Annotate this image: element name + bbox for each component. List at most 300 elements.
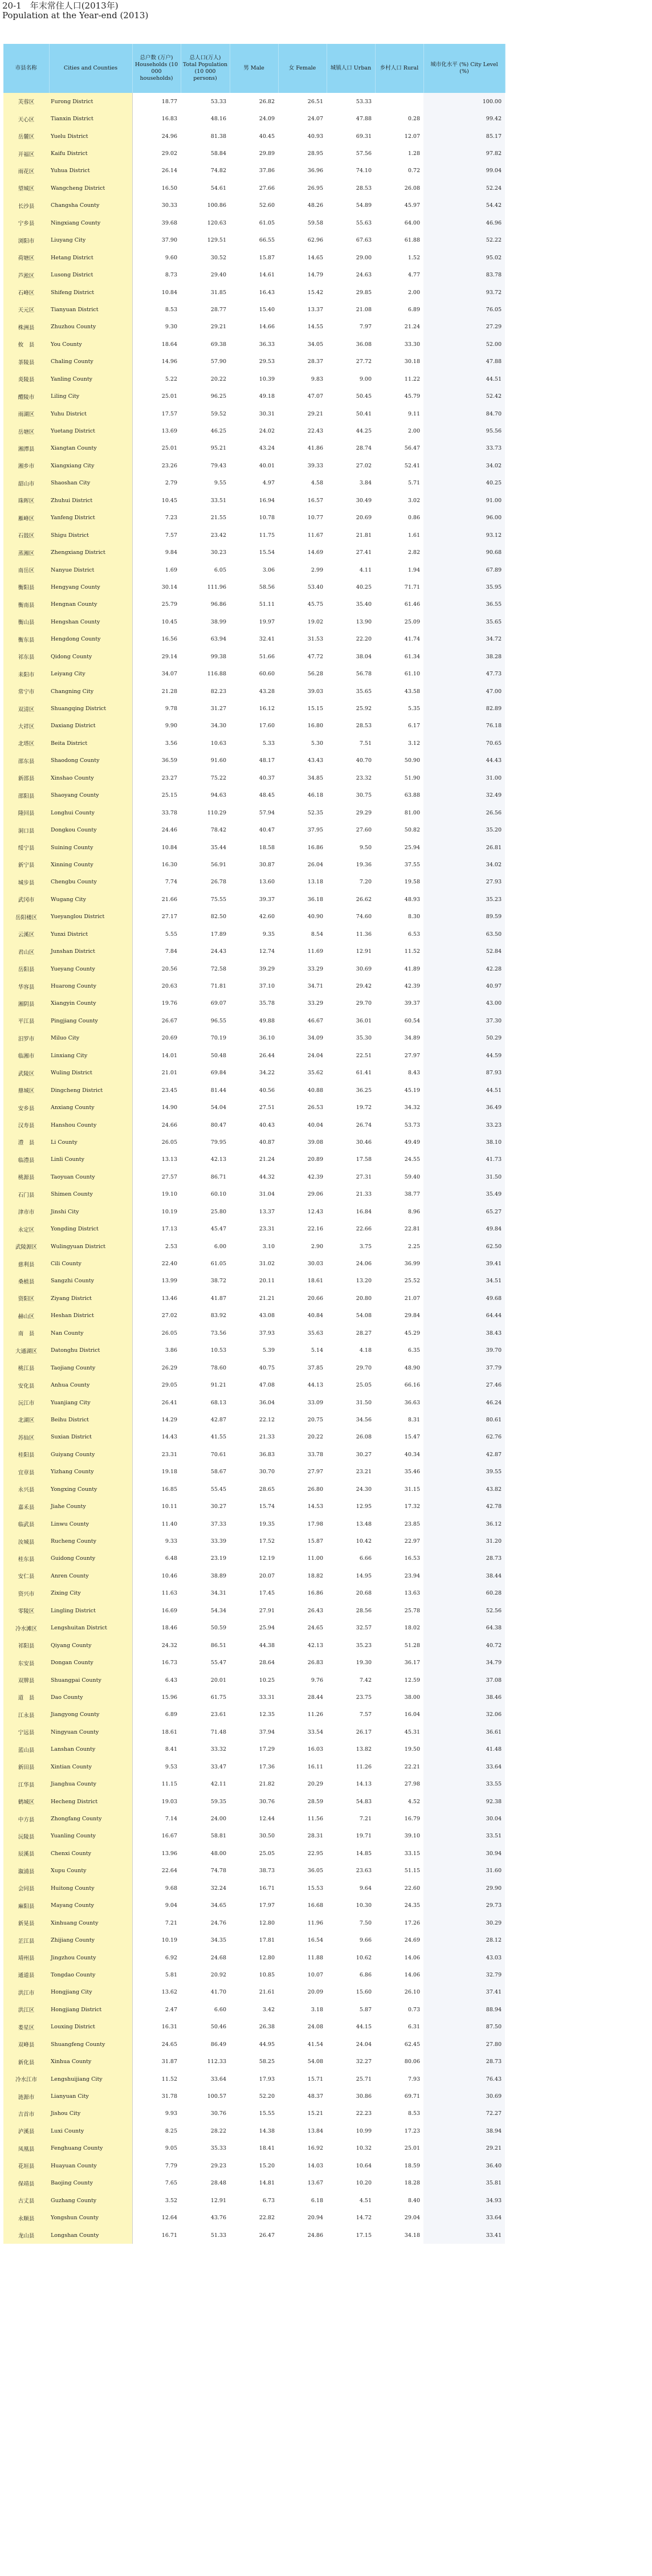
county-name-zh: 桃源县 — [3, 1168, 49, 1185]
total-cell: 23.42 — [210, 532, 226, 539]
county-name-zh: 隆回县 — [3, 804, 49, 821]
female-cell: 4.58 — [311, 480, 323, 487]
county-name-zh: 邵阳县 — [3, 787, 49, 804]
county-name-zh: 荷塘区 — [3, 249, 49, 266]
county-name-en: Xiangtan County — [49, 440, 132, 457]
households-cell: 18.61 — [161, 1729, 177, 1735]
county-name-zh: 醴陵市 — [3, 388, 49, 405]
male-cell: 21.82 — [259, 1781, 275, 1788]
county-name-en: Yuelu District — [49, 128, 132, 145]
female-cell: 40.93 — [307, 133, 323, 140]
households-cell: 25.01 — [161, 393, 177, 400]
total-cell: 96.55 — [210, 1017, 226, 1024]
total-cell: 24.43 — [210, 948, 226, 955]
female-cell: 33.29 — [307, 965, 323, 972]
total-cell: 116.88 — [207, 671, 226, 678]
total-cell: 79.43 — [210, 462, 226, 469]
urban-cell: 35.30 — [356, 1035, 372, 1042]
county-name-zh: 沅江市 — [3, 1394, 49, 1411]
county-name-zh: 长沙县 — [3, 197, 49, 214]
rural-cell: 23.94 — [404, 1572, 420, 1579]
male-cell: 58.56 — [259, 584, 275, 590]
households-cell: 3.86 — [165, 1347, 177, 1354]
households-cell: 16.71 — [161, 2232, 177, 2239]
female-cell: 2.90 — [311, 1243, 323, 1250]
households-cell: 16.83 — [161, 116, 177, 123]
households-cell: 21.66 — [161, 896, 177, 903]
rural-cell: 12.59 — [404, 1677, 420, 1684]
urban-cell: 44.25 — [356, 428, 372, 435]
rural-cell: 22.21 — [404, 1763, 420, 1770]
table-row — [3, 683, 505, 700]
total-cell: 75.22 — [210, 775, 226, 781]
households-cell: 13.99 — [161, 1278, 177, 1285]
urbanization-cell: 29.73 — [423, 1897, 505, 1914]
urban-cell: 22.23 — [356, 2110, 372, 2117]
urbanization-cell: 38.10 — [423, 1134, 505, 1151]
male-cell: 43.28 — [259, 688, 275, 695]
county-name-en: Changning City — [49, 683, 132, 700]
total-cell: 33.64 — [210, 2076, 226, 2082]
male-cell: 14.81 — [259, 2180, 275, 2187]
col-county-en: Cities and Counties — [49, 44, 132, 93]
county-name-zh: 东安县 — [3, 1654, 49, 1671]
county-name-zh: 邵东县 — [3, 752, 49, 769]
households-cell: 2.79 — [165, 480, 177, 487]
total-cell: 83.92 — [210, 1313, 226, 1319]
urbanization-cell: 34.79 — [423, 1654, 505, 1671]
urban-cell: 11.36 — [356, 931, 372, 938]
female-cell: 36.18 — [307, 896, 323, 903]
households-cell: 19.76 — [161, 1000, 177, 1007]
female-cell: 46.67 — [307, 1017, 323, 1024]
county-name-zh: 新邵县 — [3, 769, 49, 786]
total-cell: 35.33 — [210, 2145, 226, 2152]
urban-cell: 4.51 — [359, 2197, 372, 2204]
female-cell: 14.53 — [307, 1503, 323, 1510]
total-cell: 69.84 — [210, 1070, 226, 1077]
county-name-zh: 茶陵县 — [3, 353, 49, 370]
table-row — [3, 1810, 505, 1827]
rural-cell: 14.06 — [404, 1954, 420, 1961]
households-cell: 13.13 — [161, 1156, 177, 1163]
total-cell: 58.67 — [210, 1469, 226, 1476]
total-cell: 54.61 — [210, 185, 226, 191]
female-cell: 33.54 — [307, 1729, 323, 1735]
households-cell: 10.46 — [161, 1572, 177, 1579]
male-cell: 49.18 — [259, 393, 275, 400]
households-cell: 10.19 — [161, 1208, 177, 1215]
male-cell: 13.37 — [259, 1208, 275, 1215]
urban-cell: 40.25 — [356, 584, 372, 590]
male-cell: 3.10 — [262, 1243, 275, 1250]
male-cell: 24.09 — [259, 116, 275, 123]
male-cell: 14.61 — [259, 272, 275, 279]
total-cell: 94.63 — [210, 792, 226, 799]
rural-cell: 62.45 — [404, 2041, 420, 2048]
male-cell: 31.02 — [259, 1261, 275, 1267]
county-name-en: Jingzhou County — [49, 1949, 132, 1966]
households-cell: 12.64 — [161, 2215, 177, 2222]
urban-cell: 36.08 — [356, 341, 372, 348]
male-cell: 30.76 — [259, 1798, 275, 1805]
total-cell: 69.38 — [210, 341, 226, 348]
county-name-en: Jiahe County — [49, 1498, 132, 1515]
county-name-zh: 武陵源区 — [3, 1238, 49, 1255]
table-row — [3, 752, 505, 769]
county-name-zh: 攸 县 — [3, 336, 49, 353]
rural-cell: 3.02 — [408, 497, 420, 504]
households-cell: 9.60 — [165, 254, 177, 261]
female-cell: 43.43 — [307, 757, 323, 764]
rural-cell: 18.02 — [404, 1625, 420, 1632]
county-name-zh: 南岳区 — [3, 561, 49, 578]
urban-cell: 23.32 — [356, 775, 372, 781]
county-name-en: Wulingyuan District — [49, 1238, 132, 1255]
total-cell: 70.19 — [210, 1035, 226, 1042]
total-cell: 100.86 — [207, 202, 226, 209]
urban-cell: 55.63 — [356, 219, 372, 226]
male-cell: 61.05 — [259, 219, 275, 226]
total-cell: 69.07 — [210, 1000, 226, 1007]
urban-cell: 40.70 — [356, 757, 372, 764]
urban-cell: 30.69 — [356, 965, 372, 972]
households-cell: 16.85 — [161, 1486, 177, 1493]
female-cell: 20.22 — [307, 1434, 323, 1441]
rural-cell: 34.89 — [404, 1035, 420, 1042]
county-name-en: Guiyang County — [49, 1446, 132, 1463]
rural-cell: 33.30 — [404, 341, 420, 348]
female-cell: 13.67 — [307, 2180, 323, 2187]
table-row — [3, 1481, 505, 1498]
urbanization-cell: 49.84 — [423, 1220, 505, 1237]
rural-cell: 12.07 — [404, 133, 420, 140]
county-name-en: Xinning County — [49, 856, 132, 873]
county-name-zh: 天心区 — [3, 110, 49, 127]
table-row — [3, 440, 505, 457]
households-cell: 9.30 — [165, 324, 177, 331]
male-cell: 35.78 — [259, 1000, 275, 1007]
households-cell: 7.79 — [165, 2162, 177, 2169]
total-cell: 30.27 — [210, 1503, 226, 1510]
urbanization-cell: 36.61 — [423, 1723, 505, 1741]
urbanization-cell: 52.22 — [423, 232, 505, 249]
households-cell: 11.63 — [161, 1590, 177, 1597]
table-row — [3, 1030, 505, 1047]
households-cell: 3.56 — [165, 740, 177, 747]
urbanization-cell: 87.50 — [423, 2019, 505, 2036]
total-cell: 112.33 — [207, 2059, 226, 2065]
rural-cell: 59.40 — [404, 1173, 420, 1180]
rural-cell: 51.28 — [404, 1642, 420, 1649]
urban-cell: 9.66 — [359, 1937, 372, 1944]
county-name-zh: 衡东县 — [3, 631, 49, 648]
female-cell: 16.11 — [307, 1763, 323, 1770]
male-cell: 21.21 — [259, 1295, 275, 1302]
table-row — [3, 1099, 505, 1116]
urban-cell: 47.88 — [356, 116, 372, 123]
county-name-zh: 江华县 — [3, 1775, 49, 1792]
total-cell: 50.59 — [210, 1625, 226, 1632]
rural-cell: 5.35 — [408, 706, 420, 712]
county-name-en: Ningyuan County — [49, 1723, 132, 1741]
county-name-en: Datonghu District — [49, 1342, 132, 1359]
urbanization-cell: 35.81 — [423, 2175, 505, 2192]
county-name-zh: 衡南县 — [3, 596, 49, 613]
total-cell: 31.27 — [210, 706, 226, 712]
county-name-en: Lengshuijiang City — [49, 2070, 132, 2088]
rural-cell: 18.59 — [404, 2162, 420, 2169]
table-row — [3, 527, 505, 544]
female-cell: 10.77 — [307, 515, 323, 521]
county-name-en: Xupu County — [49, 1862, 132, 1880]
county-name-zh: 靖州县 — [3, 1949, 49, 1966]
female-cell: 15.87 — [307, 1538, 323, 1545]
households-cell: 21.28 — [161, 688, 177, 695]
female-cell: 27.97 — [307, 1469, 323, 1476]
urban-cell: 29.85 — [356, 289, 372, 296]
urban-cell: 19.71 — [356, 1833, 372, 1840]
county-name-en: Baojing County — [49, 2175, 132, 2192]
total-cell: 60.10 — [210, 1191, 226, 1198]
urbanization-cell: 91.00 — [423, 492, 505, 509]
households-cell: 26.14 — [161, 168, 177, 174]
total-cell: 29.40 — [210, 272, 226, 279]
female-cell: 26.04 — [307, 861, 323, 868]
total-cell: 24.68 — [210, 1954, 226, 1961]
households-cell: 26.05 — [161, 1139, 177, 1146]
urban-cell: 7.57 — [359, 1711, 372, 1718]
urbanization-cell: 29.21 — [423, 2140, 505, 2157]
female-cell: 35.62 — [307, 1070, 323, 1077]
county-name-zh: 宜章县 — [3, 1464, 49, 1481]
total-cell: 35.44 — [210, 844, 226, 851]
county-name-en: Dongkou County — [49, 821, 132, 838]
county-name-en: Hongjiang City — [49, 1984, 132, 2001]
county-name-zh: 浏阳市 — [3, 232, 49, 249]
rural-cell: 1.61 — [408, 532, 420, 539]
total-cell: 56.91 — [210, 861, 226, 868]
urban-cell: 35.40 — [356, 601, 372, 608]
rural-cell: 45.19 — [404, 1087, 420, 1094]
table-row — [3, 1047, 505, 1064]
col-county-zh: 市县名称 — [3, 44, 49, 93]
male-cell: 16.94 — [259, 497, 275, 504]
county-name-en: Lianyuan City — [49, 2088, 132, 2105]
female-cell: 44.13 — [307, 1382, 323, 1389]
households-cell: 17.57 — [161, 410, 177, 417]
total-cell: 23.61 — [210, 1711, 226, 1718]
rural-cell: 1.94 — [408, 566, 420, 573]
rural-cell: 19.58 — [404, 879, 420, 886]
urban-cell: 12.91 — [356, 948, 372, 955]
table-row — [3, 908, 505, 926]
households-cell: 31.78 — [161, 2093, 177, 2100]
county-name-zh: 临澧县 — [3, 1151, 49, 1168]
county-name-zh: 湘潭县 — [3, 440, 49, 457]
urban-cell: 22.66 — [356, 1226, 372, 1233]
households-cell: 14.01 — [161, 1052, 177, 1059]
county-name-zh: 凤凰县 — [3, 2140, 49, 2157]
households-cell: 16.73 — [161, 1660, 177, 1666]
male-cell: 21.61 — [259, 1989, 275, 1996]
male-cell: 57.94 — [259, 809, 275, 816]
total-cell: 54.04 — [210, 1104, 226, 1111]
urbanization-cell: 34.02 — [423, 457, 505, 474]
county-name-zh: 泸溪县 — [3, 2122, 49, 2139]
male-cell: 12.80 — [259, 1919, 275, 1926]
table-row — [3, 856, 505, 873]
county-name-en: Hongjiang District — [49, 2001, 132, 2018]
rural-cell: 36.99 — [404, 1261, 420, 1267]
table-row — [3, 1255, 505, 1272]
table-row — [3, 232, 505, 249]
urban-cell: 57.56 — [356, 150, 372, 157]
households-cell: 19.18 — [161, 1469, 177, 1476]
county-name-en: Dao County — [49, 1689, 132, 1706]
county-name-en: Liuyang City — [49, 232, 132, 249]
female-cell: 11.00 — [307, 1555, 323, 1562]
county-name-en: Anren County — [49, 1567, 132, 1584]
county-name-en: Lanshan County — [49, 1741, 132, 1758]
female-cell: 24.04 — [307, 1052, 323, 1059]
male-cell: 37.94 — [259, 1729, 275, 1735]
rural-cell: 25.94 — [404, 844, 420, 851]
rural-cell: 2.00 — [408, 289, 420, 296]
table-row — [3, 1238, 505, 1255]
female-cell: 59.58 — [307, 219, 323, 226]
table-row — [3, 735, 505, 752]
table-row — [3, 1966, 505, 1983]
total-cell: 72.58 — [210, 965, 226, 972]
rural-cell: 40.34 — [404, 1451, 420, 1458]
female-cell: 2.99 — [311, 566, 323, 573]
rural-cell: 0.73 — [408, 2006, 420, 2013]
table-row — [3, 2036, 505, 2053]
households-cell: 16.69 — [161, 1607, 177, 1614]
male-cell: 40.01 — [259, 462, 275, 469]
county-name-en: Qidong County — [49, 648, 132, 665]
county-name-en: Shaodong County — [49, 752, 132, 769]
table-row — [3, 1186, 505, 1203]
rural-cell: 35.46 — [404, 1469, 420, 1476]
male-cell: 39.29 — [259, 965, 275, 972]
urban-cell: 14.95 — [356, 1572, 372, 1579]
county-name-zh: 龙山县 — [3, 2227, 49, 2244]
female-cell: 20.29 — [307, 1781, 323, 1788]
county-name-en: Tianxin District — [49, 110, 132, 127]
households-cell: 5.22 — [165, 376, 177, 382]
total-cell: 26.78 — [210, 879, 226, 886]
county-name-zh: 衡山县 — [3, 613, 49, 630]
female-cell: 28.44 — [307, 1694, 323, 1701]
col-total: 总人口(万人) Total Population (10 000 persons) — [181, 44, 230, 93]
female-cell: 26.53 — [307, 1104, 323, 1111]
female-cell: 20.89 — [307, 1156, 323, 1163]
rural-cell: 45.29 — [404, 1330, 420, 1336]
county-name-zh: 绥宁县 — [3, 839, 49, 856]
urban-cell: 22.51 — [356, 1052, 372, 1059]
county-name-zh: 冷水江市 — [3, 2070, 49, 2088]
county-name-zh: 新化县 — [3, 2053, 49, 2070]
rural-cell: 30.18 — [404, 358, 420, 365]
county-name-en: Guidong County — [49, 1550, 132, 1567]
female-cell: 11.96 — [307, 1919, 323, 1926]
county-name-zh: 石鼓区 — [3, 527, 49, 544]
households-cell: 11.40 — [161, 1521, 177, 1527]
table-row — [3, 995, 505, 1012]
urban-cell: 6.86 — [359, 1971, 372, 1978]
total-cell: 34.35 — [210, 1937, 226, 1944]
male-cell: 32.41 — [259, 636, 275, 643]
total-cell: 55.45 — [210, 1486, 226, 1493]
households-cell: 23.45 — [161, 1087, 177, 1094]
county-name-en: Zhuhui District — [49, 492, 132, 509]
county-name-zh: 宁远县 — [3, 1723, 49, 1741]
county-name-en: Hetang District — [49, 249, 132, 266]
col-urbanization: 城市化水平 (%) City Level (%) — [423, 44, 505, 93]
urban-cell: 13.90 — [356, 618, 372, 625]
rural-cell: 6.89 — [408, 306, 420, 313]
households-cell: 7.21 — [165, 1919, 177, 1926]
urbanization-cell: 43.03 — [423, 1949, 505, 1966]
male-cell: 44.95 — [259, 2041, 275, 2048]
county-name-en: Daxiang District — [49, 718, 132, 735]
male-cell: 37.86 — [259, 168, 275, 174]
county-name-en: Linli County — [49, 1151, 132, 1168]
county-name-en: Tongdao County — [49, 1966, 132, 1983]
county-name-zh: 新宁县 — [3, 856, 49, 873]
total-cell: 20.01 — [210, 1677, 226, 1684]
urbanization-cell: 83.78 — [423, 266, 505, 283]
urban-cell: 23.21 — [356, 1469, 372, 1476]
county-name-zh: 永兴县 — [3, 1481, 49, 1498]
county-name-en: Hengnan County — [49, 596, 132, 613]
households-cell: 18.64 — [161, 341, 177, 348]
county-name-en: Li County — [49, 1134, 132, 1151]
male-cell: 27.51 — [259, 1104, 275, 1111]
female-cell: 13.84 — [307, 2127, 323, 2134]
male-cell: 26.82 — [259, 98, 275, 105]
total-cell: 12.91 — [210, 2197, 226, 2204]
male-cell: 26.44 — [259, 1052, 275, 1059]
households-cell: 29.05 — [161, 1382, 177, 1389]
table-row — [3, 1324, 505, 1342]
county-name-en: Miluo City — [49, 1030, 132, 1047]
urban-cell: 30.49 — [356, 497, 372, 504]
male-cell: 40.47 — [259, 827, 275, 834]
urbanization-cell: 88.94 — [423, 2001, 505, 2018]
female-cell: 17.98 — [307, 1521, 323, 1527]
urban-cell: 30.86 — [356, 2093, 372, 2100]
urban-cell: 28.56 — [356, 1607, 372, 1614]
rural-cell: 2.00 — [408, 428, 420, 435]
households-cell: 20.56 — [161, 965, 177, 972]
urban-cell: 9.64 — [359, 1885, 372, 1892]
urban-cell: 13.48 — [356, 1521, 372, 1527]
table-row — [3, 1862, 505, 1880]
county-name-en: Xinshao County — [49, 769, 132, 786]
rural-cell: 29.84 — [404, 1313, 420, 1319]
female-cell: 34.05 — [307, 341, 323, 348]
total-cell: 59.52 — [210, 410, 226, 417]
table-row — [3, 2175, 505, 2192]
rural-cell: 2.82 — [408, 549, 420, 556]
female-cell: 37.85 — [307, 1364, 323, 1371]
urbanization-cell: 42.28 — [423, 960, 505, 977]
total-cell: 20.22 — [210, 376, 226, 382]
male-cell: 60.60 — [259, 671, 275, 678]
